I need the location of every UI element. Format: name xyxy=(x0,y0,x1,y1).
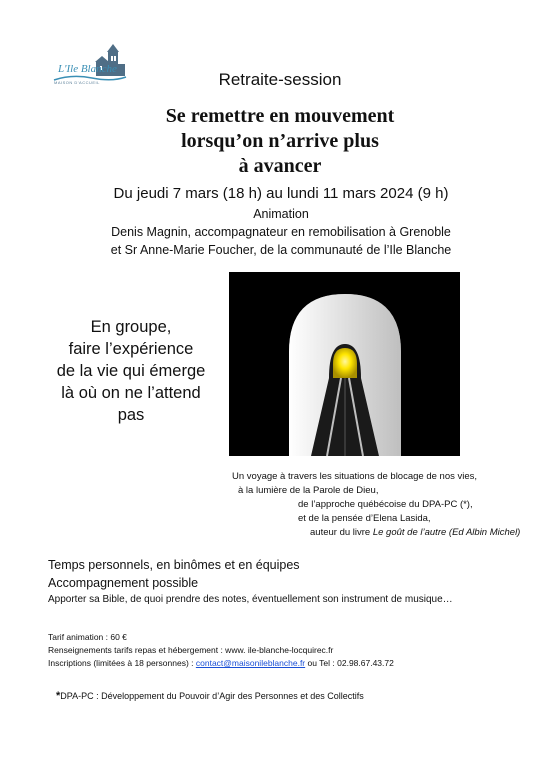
bring-items-line: Apporter sa Bible, de quoi prendre des notes, éventuellement son instrument de musique… xyxy=(48,594,453,605)
quote-line-5-prefix: auteur du livre xyxy=(310,527,373,538)
registration-suffix: ou Tel : 02.98.67.43.72 xyxy=(305,658,394,668)
registration-line xyxy=(48,658,394,668)
description-quote xyxy=(232,470,522,540)
title-line-1: Se remettre en mouvement xyxy=(165,105,395,127)
email-link[interactable]: contact@maisonileblanche.fr xyxy=(195,658,306,668)
format-line: Temps personnels, en binômes et en équipes xyxy=(48,558,300,572)
quote-line-3: de l’approche québécoise du DPA-PC (*), xyxy=(298,499,473,510)
animator-1: Denis Magnin, accompagnateur en remobilisation à Grenoble xyxy=(111,225,451,239)
tagline-line-4: là où on ne l’attend xyxy=(61,384,201,402)
tunnel-image xyxy=(229,272,460,456)
logo-name: L'Ile Blanche xyxy=(58,63,117,75)
footnote xyxy=(56,690,364,702)
tagline-line-2: faire l’expérience xyxy=(68,340,194,358)
tagline-line-5: pas xyxy=(117,406,145,424)
registration-prefix: Inscriptions (limitées à 18 personnes) : xyxy=(48,658,196,668)
logo-tagline: MAISON D'ACCUEIL xyxy=(54,80,100,85)
tagline-line-3: de la vie qui émerge xyxy=(56,362,206,380)
info-line: Renseignements tarifs repas et hébergement : www. ile-blanche-locquirec.fr xyxy=(48,645,334,655)
quote-line-4: et de la pensée d’Elena Lasida, xyxy=(298,513,431,524)
animation-label: Animation xyxy=(253,207,309,221)
event-title xyxy=(0,104,540,179)
price-line: Tarif animation : 60 € xyxy=(48,632,127,642)
event-type: Retraite-session xyxy=(218,70,342,89)
footnote-star: * xyxy=(56,690,61,702)
animator-2: et Sr Anne-Marie Foucher, de la communauté de l’Ile Blanche xyxy=(110,243,452,257)
accompaniment-line: Accompagnement possible xyxy=(48,576,199,590)
tagline-line-1: En groupe, xyxy=(90,318,172,336)
event-dates: Du jeudi 7 mars (18 h) au lundi 11 mars 2024 (9 h) xyxy=(113,185,449,202)
book-title: Le goût de l’autre (Ed Albin Michel) xyxy=(372,527,521,538)
footnote-text: DPA-PC : Développement du Pouvoir d’Agir des Personnes et des Collectifs xyxy=(60,691,364,701)
title-line-3: à avancer xyxy=(238,155,322,177)
title-line-2: lorsqu’on n’arrive plus xyxy=(181,130,379,152)
tagline-block xyxy=(50,316,212,426)
quote-line-1: Un voyage à travers les situations de blocage de nos vies, xyxy=(232,471,478,482)
quote-line-5 xyxy=(232,526,522,540)
quote-line-2: à la lumière de la Parole de Dieu, xyxy=(238,485,379,496)
